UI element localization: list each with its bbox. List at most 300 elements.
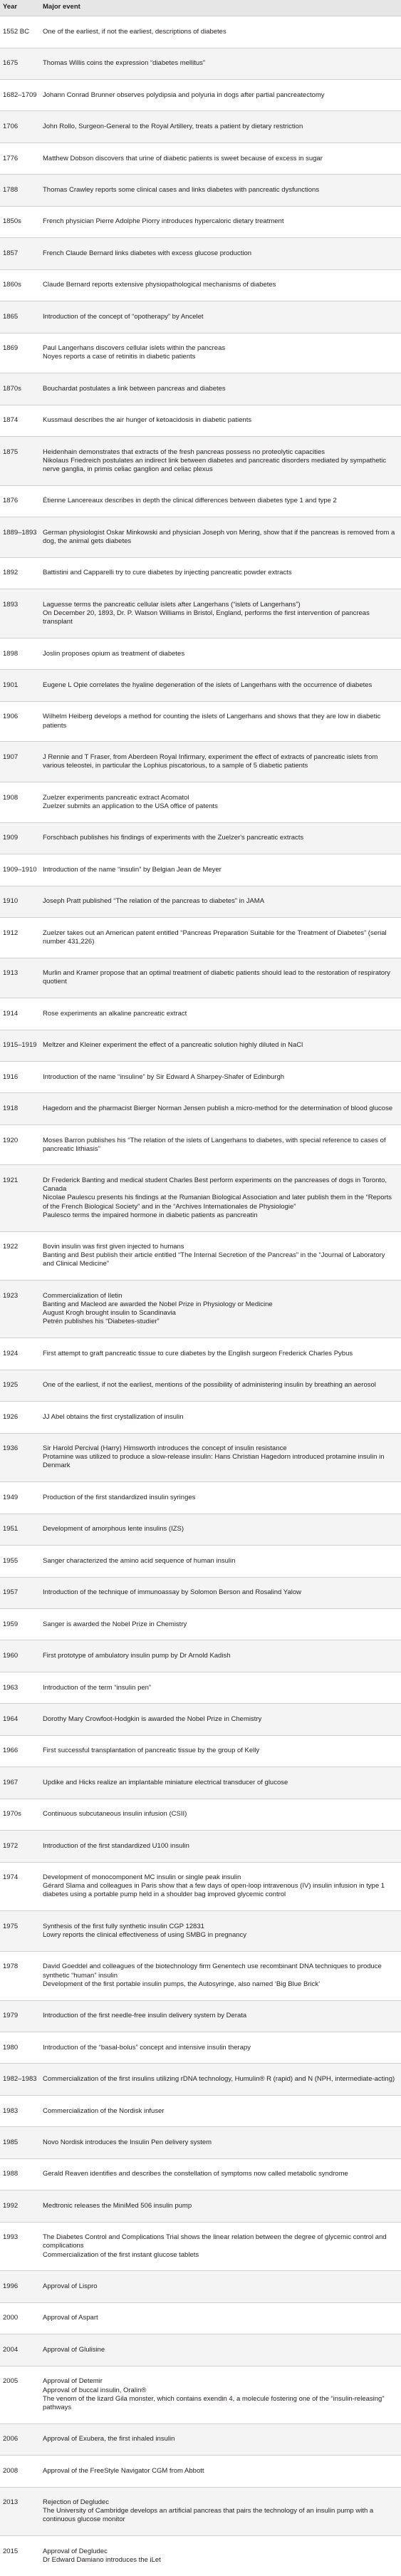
table-row	[0, 1280, 401, 1338]
year-cell: 1869	[3, 344, 19, 353]
event-text: Dr Edward Damiano introduces the iLet	[43, 2556, 161, 2565]
event-cell	[43, 2547, 401, 2565]
table-row	[0, 1608, 401, 1640]
event-cell	[43, 1620, 401, 1629]
table-row	[0, 1338, 401, 1369]
event-text: Thomas Willis coins the expression “diabetes mellitus”	[43, 59, 206, 68]
year-cell: 1980	[3, 2043, 19, 2052]
table-row	[0, 669, 401, 700]
event-cell	[43, 2044, 401, 2052]
table-row	[0, 2222, 401, 2271]
event-cell	[43, 1105, 401, 1113]
event-cell	[43, 28, 401, 36]
event-text: Introduction of the term “insulin pen”	[43, 1683, 152, 1692]
event-text: Bovin insulin was first given injected to humans	[43, 1243, 184, 1251]
event-text: Development of monocomponent MC insulin or single peak insulin	[43, 1873, 241, 1882]
event-cell	[43, 1381, 401, 1390]
event-text: The venom of the lizard Gila monster, which contains exendin 4, a molecule fostering one of the “insulin-releasing” pathways	[43, 2394, 385, 2411]
event-text: Murlin and Kramer propose that an optimal treatment of diabetic patients should lead to the restoration of respiratory quotient	[43, 969, 390, 986]
year-cell: 1957	[3, 1588, 19, 1597]
year-cell: 1924	[3, 1349, 19, 1357]
event-text: Zuelzer submits an application to the USA office of patents	[43, 802, 218, 810]
event-text: Gerald Reaven identifies and describes the constellation of symptoms now called metabolic syndrome	[43, 2170, 348, 2178]
table-row	[0, 1830, 401, 1861]
event-cell	[43, 2314, 401, 2322]
event-text: Kussmaul describes the air hunger of ketoacidosis in diabetic patients	[43, 416, 252, 425]
table-row	[0, 1124, 401, 1165]
table-row	[0, 269, 401, 301]
event-text: J Rennie and T Fraser, from Aberdeen Royal Infirmary, experiment the effect of extracts of pancreatic islets from various teleostei, in particular the Lophius piscatorious, to a sample of 5 diabetic patients	[43, 753, 378, 770]
year-cell: 1874	[3, 416, 19, 425]
year-cell: 1682–1709	[3, 90, 37, 99]
event-text: August Krogh brought insulin to Scandinavia	[43, 1309, 176, 1318]
event-cell	[43, 2467, 401, 2476]
year-cell: 1552 BC	[3, 27, 29, 36]
year-column-header: Year	[3, 3, 18, 11]
event-cell	[43, 1073, 401, 1082]
event-text: Zuelzer takes out an American patent entitled “Pancreas Preparation Suitable for the Treatment of Diabetes” (serial number 431,226)	[43, 929, 387, 946]
event-cell	[43, 155, 401, 163]
table-body	[0, 16, 401, 2576]
event-cell	[43, 681, 401, 690]
event-text: JJ Abel obtains the first crystallization of insulin	[43, 1412, 184, 1421]
event-cell	[43, 1137, 401, 1154]
event-text: Thomas Crawley reports some clinical cases and links diabetes with pancreatic dysfunctions	[43, 185, 320, 194]
table-row	[0, 1577, 401, 1608]
year-cell: 1706	[3, 123, 19, 131]
year-cell: 1913	[3, 969, 19, 978]
event-text: Paulesco terms the impaired hormone in diabetic patients as pancreatin	[43, 1211, 258, 1219]
event-text: Sanger characterized the amino acid sequence of human insulin	[43, 1556, 236, 1565]
table-row	[0, 557, 401, 589]
event-text: Meltzer and Kleiner experiment the effect of a pancreatic solution highly diluted in NaCl	[43, 1041, 303, 1050]
event-cell	[43, 969, 401, 986]
event-text: Updike and Hicks realize an implantable miniature electrical transducer of glucose	[43, 1778, 288, 1786]
event-cell	[43, 1176, 401, 1220]
year-cell: 1966	[3, 1747, 19, 1755]
event-cell	[43, 1243, 401, 1268]
event-column-header: Major event	[43, 3, 80, 11]
event-text: Approval of the FreeStyle Navigator CGM from Abbott	[43, 2466, 204, 2475]
table-row	[0, 2366, 401, 2424]
event-cell	[43, 123, 401, 131]
table-row	[0, 174, 401, 205]
event-cell	[43, 2075, 401, 2084]
event-text: Approval of Lispro	[43, 2282, 98, 2291]
table-row	[0, 517, 401, 557]
event-text: Lowry reports the clinical effectiveness of using SMBG in pregnancy	[43, 1931, 247, 1940]
table-row	[0, 701, 401, 742]
year-cell: 1922	[3, 1243, 19, 1251]
year-cell: 1960	[3, 1652, 19, 1660]
event-text: Sir Harold Percival (Harry) Himsworth introduces the concept of insulin resistance	[43, 1444, 287, 1453]
event-text: On December 20, 1893, Dr. P. Watson Williams in Bristol, England, performs the first intervention of pancreas transplant	[43, 609, 370, 626]
year-cell: 1918	[3, 1105, 19, 1113]
year-cell: 1983	[3, 2106, 19, 2115]
year-cell: 1925	[3, 1381, 19, 1390]
year-cell: 1912	[3, 929, 19, 937]
event-text: Bouchardat postulates a link between pancreas and diabetes	[43, 384, 226, 393]
table-row	[0, 1640, 401, 1671]
event-text: Approval of Glulisine	[43, 2345, 105, 2354]
event-cell	[43, 1292, 401, 1327]
event-text: Johann Conrad Brunner observes polydipsia and polyuria in dogs after partial pancreatectomy	[43, 90, 325, 99]
table-row	[0, 886, 401, 917]
table-row	[0, 2158, 401, 2190]
table-row	[0, 589, 401, 638]
event-text: Dr Frederick Banting and medical student Charles Best perform experiments on the pancreases of dogs in Toronto, Canada	[43, 1176, 387, 1194]
table-row	[0, 143, 401, 174]
year-cell: 1964	[3, 1714, 19, 1723]
year-cell: 1909	[3, 834, 19, 842]
event-text: Development of the first portable insulin pumps, the Autosyringe, also named ‘Big Blue Brick’	[43, 1980, 321, 1988]
year-cell: 2015	[3, 2547, 19, 2555]
event-text: Laguesse terms the pancreatic cellular islets after Langerhans (“islets of Langerhans”)	[43, 600, 301, 609]
event-cell	[43, 497, 401, 505]
event-text: Moses Barron publishes his “The relation of the islets of Langerhans to diabetes, with special reference to cases of pancreatic lithiasis”	[43, 1136, 386, 1153]
event-cell	[43, 1873, 401, 1899]
event-cell	[43, 650, 401, 658]
year-cell: 1675	[3, 59, 19, 68]
event-text: Novo Nordisk introduces the Insulin Pen delivery system	[43, 2138, 212, 2146]
event-cell	[43, 1350, 401, 1358]
table-row	[0, 1061, 401, 1092]
event-cell	[43, 2170, 401, 2178]
event-cell	[43, 217, 401, 226]
event-cell	[43, 281, 401, 289]
table-row	[0, 2270, 401, 2302]
event-cell	[43, 91, 401, 100]
event-text: One of the earliest, if not the earliest, descriptions of diabetes	[43, 27, 226, 36]
event-text: Production of the first standardized insulin syringes	[43, 1493, 196, 1501]
table-row	[0, 1092, 401, 1124]
year-cell: 1898	[3, 649, 19, 658]
table-row	[0, 741, 401, 782]
year-cell: 1921	[3, 1176, 19, 1185]
event-cell	[43, 529, 401, 546]
event-text: Commercialization of Iletin	[43, 1291, 123, 1300]
year-cell: 1988	[3, 2170, 19, 2178]
event-cell	[43, 569, 401, 577]
event-text: Synthesis of the first fully synthetic insulin CGP 12831	[43, 1922, 204, 1930]
table-row	[0, 917, 401, 958]
table-row	[0, 48, 401, 79]
event-cell	[43, 2346, 401, 2354]
event-text: Forschbach publishes his findings of experiments with the Zuelzer's pancreatic extracts	[43, 834, 304, 842]
table-row	[0, 2000, 401, 2032]
event-text: One of the earliest, if not the earliest, mentions of the possibility of administering insulin by breathing an aerosol	[43, 1381, 376, 1390]
year-cell: 2000	[3, 2314, 19, 2322]
year-cell: 1985	[3, 2138, 19, 2146]
table-row	[0, 638, 401, 669]
year-cell: 1975	[3, 1922, 19, 1930]
table-row	[0, 2455, 401, 2486]
event-text: Commercialization of the Nordisk infuser	[43, 2106, 165, 2115]
table-row	[0, 958, 401, 998]
event-text: Joseph Pratt published “The relation of the pancreas to diabetes” in JAMA	[43, 897, 265, 906]
event-cell	[43, 249, 401, 258]
event-cell	[43, 2107, 401, 2116]
year-cell: 1974	[3, 1873, 19, 1882]
event-text: Approval of Detemir	[43, 2377, 103, 2386]
event-text: Banting and Macleod are awarded the Nobel Prize in Physiology or Medicine	[43, 1300, 273, 1309]
event-text: Heidenhain demonstrates that extracts of the fresh pancreas possess no proteolytic capacities	[43, 448, 326, 456]
event-cell	[43, 601, 401, 626]
table-row	[0, 1545, 401, 1576]
table-row	[0, 1514, 401, 1545]
year-cell: 1870s	[3, 384, 21, 393]
year-cell: 1914	[3, 1009, 19, 1018]
event-text: Nikolaus Friedreich postulates an indirect link between diabetes and pancreatic disorders mediated by sympathetic nerve ganglia, in primis celiac ganglion and celiac plexus	[43, 456, 387, 473]
event-cell	[43, 344, 401, 361]
event-text: Introduction of the first standardized U100 insulin	[43, 1841, 189, 1850]
table-row	[0, 2032, 401, 2063]
year-cell: 1996	[3, 2282, 19, 2291]
event-cell	[43, 1588, 401, 1597]
table-row	[0, 1910, 401, 1951]
year-cell: 2008	[3, 2466, 19, 2475]
table-row	[0, 16, 401, 47]
table-row	[0, 1433, 401, 1482]
year-cell: 1915–1919	[3, 1041, 37, 1050]
table-row	[0, 1481, 401, 1513]
event-text: Nicolae Paulescu presents his findings at the Rumanian Biological Association and later publish them in the “Reports of the French Biological Society” and in the “Archives Internationales de Physiologie”	[43, 1194, 392, 1211]
table-row	[0, 1703, 401, 1734]
year-cell: 1920	[3, 1136, 19, 1144]
event-text: Introduction of the technique of immunoassay by Solomon Berson and Rosalind Yalow	[43, 1588, 301, 1597]
event-text: Paul Langerhans discovers cellular islets within the pancreas	[43, 344, 226, 353]
event-text: First prototype of ambulatory insulin pump by Dr Arnold Kadish	[43, 1652, 231, 1660]
event-cell	[43, 2202, 401, 2210]
table-row	[0, 2334, 401, 2365]
year-cell: 1776	[3, 154, 19, 162]
table-row	[0, 1799, 401, 1830]
year-cell: 1876	[3, 497, 19, 505]
year-cell: 1955	[3, 1556, 19, 1565]
table-row	[0, 2302, 401, 2334]
event-cell	[43, 448, 401, 474]
year-cell: 1967	[3, 1778, 19, 1786]
table-row	[0, 998, 401, 1029]
event-cell	[43, 1962, 401, 1988]
year-cell: 1788	[3, 185, 19, 194]
event-text: Noyes reports a case of retinitis in diabetic patients	[43, 353, 196, 361]
table-row	[0, 405, 401, 436]
event-text: Approval of buccal insulin, Oralin®	[43, 2386, 147, 2394]
event-text: Wilhelm Heiberg develops a method for counting the islets of Langerhans and shows that they are low in diabetic patients	[43, 713, 381, 730]
event-text: Rejection of Degludec	[43, 2498, 109, 2507]
year-cell: 1901	[3, 681, 19, 690]
year-cell: 1857	[3, 249, 19, 257]
event-text: Zuelzer experiments pancreatic extract Acomatol	[43, 793, 189, 802]
year-cell: 1907	[3, 753, 19, 762]
year-cell: 1893	[3, 600, 19, 609]
table-row	[0, 436, 401, 485]
event-cell	[43, 1715, 401, 1724]
year-cell: 1979	[3, 2012, 19, 2020]
event-text: Banting and Best publish their article entitled “The Internal Secretion of the Pancreas” in the “Journal of Laboratory and Clinical Medicine”	[43, 1251, 385, 1268]
event-text: Approval of Exubera, the first inhaled insulin	[43, 2435, 175, 2443]
year-cell: 1892	[3, 569, 19, 577]
table-row	[0, 854, 401, 885]
table-row	[0, 485, 401, 517]
event-text: Joslin proposes opium as treatment of diabetes	[43, 649, 185, 658]
event-cell	[43, 1494, 401, 1502]
year-cell: 1910	[3, 897, 19, 906]
year-cell: 1992	[3, 2201, 19, 2210]
event-text: Claude Bernard reports extensive physiopathological mechanisms of diabetes	[43, 281, 276, 289]
event-text: Sanger is awarded the Nobel Prize in Chemistry	[43, 1620, 187, 1628]
event-cell	[43, 59, 401, 68]
event-cell	[43, 1010, 401, 1018]
table-row	[0, 2095, 401, 2126]
event-cell	[43, 753, 401, 770]
event-text: First successful transplantation of pancreatic tissue by the group of Kelly	[43, 1747, 260, 1755]
event-cell	[43, 1842, 401, 1851]
event-text: Battistini and Capparelli try to cure diabetes by injecting pancreatic powder extracts	[43, 569, 292, 577]
event-cell	[43, 1779, 401, 1787]
event-cell	[43, 1444, 401, 1470]
year-cell: 1865	[3, 312, 19, 321]
event-cell	[43, 713, 401, 730]
table-row	[0, 1672, 401, 1703]
year-cell: 2006	[3, 2435, 19, 2443]
event-cell	[43, 1652, 401, 1660]
event-text: Petrén publishes his “Diabetes-studier”	[43, 1318, 160, 1326]
table-row	[0, 2063, 401, 2094]
year-cell: 1875	[3, 448, 19, 456]
table-row	[0, 1370, 401, 1401]
event-text: First attempt to graft pancreatic tissue to cure diabetes by the English surgeon Frederick Charles Pybus	[43, 1349, 353, 1357]
event-text: Rose experiments an alkaline pancreatic extract	[43, 1009, 187, 1018]
year-cell: 1906	[3, 713, 19, 721]
year-cell: 1909–1910	[3, 865, 37, 874]
event-text: Introduction of the name “insulin” by Belgian Jean de Meyer	[43, 865, 222, 874]
year-cell: 1936	[3, 1444, 19, 1453]
table-row	[0, 373, 401, 404]
event-cell	[43, 834, 401, 842]
year-cell: 1949	[3, 1493, 19, 1501]
event-cell	[43, 1041, 401, 1050]
event-text: Approval of Aspart	[43, 2314, 98, 2322]
year-cell: 1970s	[3, 1810, 21, 1819]
table-row	[0, 1030, 401, 1061]
event-cell	[43, 2012, 401, 2020]
event-text: Dorothy Mary Crowfoot-Hodgkin is awarded the Nobel Prize in Chemistry	[43, 1714, 262, 1723]
event-text: French Claude Bernard links diabetes with excess glucose production	[43, 249, 252, 257]
year-cell: 1860s	[3, 281, 21, 289]
table-row	[0, 1164, 401, 1231]
event-cell	[43, 2138, 401, 2147]
year-cell: 1850s	[3, 217, 21, 226]
event-text: Gérard Slama and colleagues in Paris show that a few days of open-loop intravenous (IV) insulin infusion in type 1 diabetes using a portable pump held in a shoulder bag improved glycemic control	[43, 1882, 385, 1899]
event-cell	[43, 186, 401, 195]
year-cell: 2005	[3, 2377, 19, 2386]
event-text: Introduction of the first needle-free insulin delivery system by Derata	[43, 2012, 247, 2020]
table-row	[0, 2535, 401, 2576]
table-row	[0, 237, 401, 269]
event-text: Continuous subcutaneous insulin infusion (CSII)	[43, 1810, 187, 1819]
event-cell	[43, 1684, 401, 1692]
event-cell	[43, 416, 401, 425]
table-row	[0, 301, 401, 332]
table-row	[0, 206, 401, 237]
event-text: John Rollo, Surgeon-General to the Royal Artillery, treats a patient by dietary restriction	[43, 123, 303, 131]
event-cell	[43, 2498, 401, 2524]
year-cell: 1982–1983	[3, 2075, 37, 2084]
event-cell	[43, 2233, 401, 2259]
event-text: Hagedorn and the pharmacist Bierger Norman Jensen publish a micro-method for the determination of blood glucose	[43, 1105, 393, 1113]
table-row	[0, 1767, 401, 1798]
year-cell: 1993	[3, 2233, 19, 2242]
table-row	[0, 1231, 401, 1281]
year-cell: 1923	[3, 1291, 19, 1300]
event-cell	[43, 2435, 401, 2443]
event-text: Eugene L Opie correlates the hyaline degeneration of the islets of Langerhans with the occurrence of diabetes	[43, 681, 373, 690]
event-cell	[43, 929, 401, 946]
event-text: Protamine was utilized to produce a slow-release insulin: Hans Christian Hagedorn introduced protamine insulin in Denmark	[43, 1453, 385, 1470]
table-row	[0, 782, 401, 822]
event-cell	[43, 313, 401, 321]
event-cell	[43, 1923, 401, 1940]
event-text: Commercialization of the first instant glucose tablets	[43, 2250, 199, 2259]
table-row	[0, 333, 401, 373]
event-text: Étienne Lancereaux describes in depth the clinical differences between diabetes type 1 and type 2	[43, 497, 337, 505]
event-cell	[43, 2377, 401, 2412]
year-cell: 1908	[3, 793, 19, 802]
year-cell: 1889–1893	[3, 528, 37, 537]
table-row	[0, 110, 401, 142]
event-text: Introduction of the concept of “opotherapy” by Ancelet	[43, 312, 204, 321]
event-cell	[43, 385, 401, 393]
year-cell: 1959	[3, 1620, 19, 1628]
event-cell	[43, 1747, 401, 1755]
event-cell	[43, 1413, 401, 1422]
event-text: The Diabetes Control and Complications Trial shows the linear relation between the degree of glycemic control and complications	[43, 2233, 387, 2250]
event-text: David Goeddel and colleagues of the biotechnology firm Genentech use recombinant DNA techniques to produce synthetic “human” insulin	[43, 1962, 382, 1980]
table-row	[0, 1862, 401, 1911]
table-row	[0, 2487, 401, 2536]
year-cell: 1963	[3, 1683, 19, 1692]
event-text: Matthew Dobson discovers that urine of diabetic patients is sweet because of excess in sugar	[43, 154, 323, 162]
table-row	[0, 2424, 401, 2455]
table-row	[0, 822, 401, 854]
event-text: Introduction of the “basal-bolus” concept and intensive insulin therapy	[43, 2043, 251, 2052]
year-cell: 2004	[3, 2345, 19, 2354]
event-text: The University of Cambridge develops an artificial pancreas that pairs the technology of an insulin pump with a continuous glucose monitor	[43, 2507, 374, 2524]
event-cell	[43, 1525, 401, 1533]
table-header	[0, 0, 401, 16]
table-row	[0, 1735, 401, 1767]
event-cell	[43, 866, 401, 874]
table-row	[0, 79, 401, 110]
event-text: Approval of Degludec	[43, 2547, 108, 2555]
table-row	[0, 2126, 401, 2158]
table-row	[0, 2190, 401, 2221]
event-text: Medtronic releases the MiniMed 506 insulin pump	[43, 2201, 192, 2210]
event-text: German physiologist Oskar Minkowski and physician Joseph von Mering, show that if the pancreas is removed from a dog, the animal gets diabetes	[43, 528, 395, 545]
event-cell	[43, 794, 401, 811]
year-cell: 1916	[3, 1072, 19, 1081]
event-cell	[43, 1810, 401, 1819]
event-cell	[43, 1557, 401, 1566]
event-cell	[43, 897, 401, 906]
year-cell: 1972	[3, 1841, 19, 1850]
table-row	[0, 1401, 401, 1432]
event-text: Commercialization of the first insulins utilizing rDNA technology, Humulin® R (rapid) and N (NPH, intermediate-acting)	[43, 2075, 395, 2084]
year-cell: 1951	[3, 1525, 19, 1533]
event-text: Introduction of the name “insuline” by Sir Edward A Sharpey-Shafer of Edinburgh	[43, 1072, 285, 1081]
